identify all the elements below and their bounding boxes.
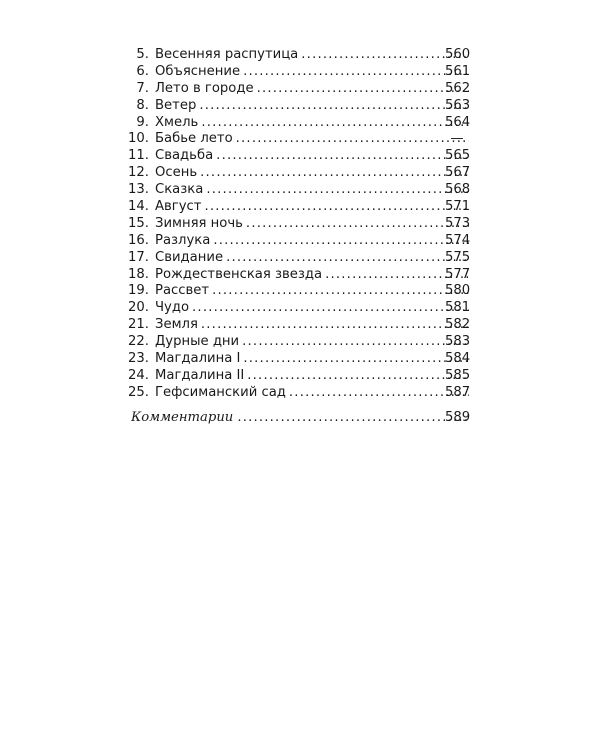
leader-dots — [237, 409, 469, 426]
leader-dots — [236, 131, 469, 148]
toc-entry-number: 21. — [128, 317, 149, 333]
toc-entry-number: 8. — [136, 97, 149, 113]
toc-entry-page: 582 — [445, 317, 471, 333]
toc-entry-8 — [0, 98, 600, 115]
table-of-contents — [0, 47, 600, 402]
toc-entry-15 — [0, 216, 600, 233]
toc-entry-title: Бабье лето — [155, 131, 233, 147]
toc-entry-number: 14. — [128, 199, 149, 215]
toc-entry-page: 560 — [445, 47, 471, 62]
toc-entry-number: 5. — [136, 47, 149, 62]
toc-entry-title: Свадьба — [155, 148, 214, 164]
toc-entry-page: 587 — [445, 384, 471, 400]
leader-dots — [192, 300, 469, 317]
leader-dots — [201, 115, 469, 132]
toc-entry-title: Разлука — [155, 232, 211, 248]
toc-entry-title: Хмель — [155, 114, 199, 130]
toc-entry-25 — [0, 385, 600, 402]
leader-dots — [242, 334, 469, 351]
leader-dots — [213, 233, 469, 250]
toc-entry-page: 561 — [445, 63, 471, 79]
toc-entry-page: 571 — [445, 199, 471, 215]
toc-entry-10 — [0, 131, 600, 148]
toc-entry-page: 563 — [445, 97, 471, 113]
toc-entry-6 — [0, 64, 600, 81]
toc-entry-number: 20. — [128, 300, 149, 316]
leader-dots — [199, 98, 469, 115]
toc-entry-page: 584 — [445, 351, 471, 367]
toc-entry-number: 18. — [128, 266, 149, 282]
leader-dots — [216, 148, 469, 165]
leader-dots — [246, 216, 469, 233]
toc-entry-title: Земля — [155, 317, 198, 333]
toc-entry-21 — [0, 317, 600, 334]
toc-entry-9 — [0, 115, 600, 132]
toc-entry-11 — [0, 148, 600, 165]
toc-entry-page: 574 — [445, 232, 471, 248]
toc-entry-page: 562 — [445, 80, 471, 96]
toc-entry-title: Чудо — [155, 300, 190, 316]
toc-entry-number: 12. — [128, 165, 149, 181]
toc-entry-19 — [0, 283, 600, 300]
leader-dots — [206, 182, 469, 199]
toc-entry-page: — — [450, 131, 464, 147]
leader-dots — [226, 250, 469, 267]
toc-entry-number: 23. — [128, 351, 149, 367]
toc-entry-number: 15. — [128, 215, 149, 231]
toc-entry-number: 19. — [128, 283, 149, 299]
toc-entry-title: Осень — [155, 165, 198, 181]
toc-entry-title: Магдалина I — [155, 351, 241, 367]
toc-entry-title: Лето в городе — [155, 80, 254, 96]
toc-entry-page: 565 — [445, 148, 471, 164]
leader-dots — [204, 199, 469, 216]
leader-dots — [200, 165, 469, 182]
toc-entry-title: Рождественская звезда — [155, 266, 323, 282]
toc-entry-title: Рассвет — [155, 283, 210, 299]
toc-entry-16 — [0, 233, 600, 250]
toc-entry-title: Весенняя распутица — [155, 47, 299, 62]
toc-entry-number: 7. — [136, 80, 149, 96]
toc-entry-number: 17. — [128, 249, 149, 265]
toc-entry-20 — [0, 300, 600, 317]
toc-entry-title: Свидание — [155, 249, 224, 265]
toc-entry-number: 24. — [128, 367, 149, 383]
toc-entry-24 — [0, 368, 600, 385]
toc-entry-22 — [0, 334, 600, 351]
leader-dots — [247, 368, 469, 385]
toc-entry-title: Объяснение — [155, 63, 241, 79]
toc-entry-page: 585 — [445, 367, 471, 383]
toc-entry-18 — [0, 267, 600, 284]
toc-entry-page: 577 — [445, 266, 471, 282]
toc-entry-number: 11. — [128, 148, 149, 164]
toc-entry-23 — [0, 351, 600, 368]
toc-entry-7 — [0, 81, 600, 98]
toc-entry-title: Август — [155, 199, 202, 215]
toc-entry-page: 583 — [445, 334, 471, 350]
toc-entry-number: 6. — [136, 63, 149, 79]
leader-dots — [243, 351, 469, 368]
toc-entry-comments — [0, 409, 600, 426]
leader-dots — [289, 385, 469, 402]
toc-entry-number: 16. — [128, 232, 149, 248]
toc-entry-page: 575 — [445, 249, 471, 265]
toc-entry-title: Дурные дни — [155, 334, 240, 350]
leader-dots — [257, 81, 469, 98]
toc-entry-13 — [0, 182, 600, 199]
toc-entry-title: Комментарии — [131, 410, 234, 425]
toc-entry-12 — [0, 165, 600, 182]
toc-entry-title: Сказка — [155, 182, 204, 198]
toc-entry-title: Ветер — [155, 97, 197, 113]
toc-entry-page: 589 — [445, 410, 471, 425]
toc-entry-5 — [0, 47, 600, 64]
toc-entry-page: 581 — [445, 300, 471, 316]
toc-entry-17 — [0, 250, 600, 267]
leader-dots — [243, 64, 469, 81]
toc-entry-number: 9. — [136, 114, 149, 130]
toc-entry-page: 580 — [445, 283, 471, 299]
toc-entry-page: 564 — [445, 114, 471, 130]
toc-entry-14 — [0, 199, 600, 216]
toc-entry-title: Магдалина II — [155, 367, 245, 383]
toc-entry-number: 10. — [128, 131, 149, 147]
toc-entry-number: 25. — [128, 384, 149, 400]
toc-entry-title: Зимняя ночь — [155, 215, 243, 231]
toc-entry-number: 13. — [128, 182, 149, 198]
leader-dots — [201, 317, 469, 334]
leader-dots — [212, 283, 469, 300]
toc-entry-number: 22. — [128, 334, 149, 350]
toc-entry-page: 568 — [445, 182, 471, 198]
toc-entry-title: Гефсиманский сад — [155, 384, 286, 400]
toc-entry-page: 573 — [445, 215, 471, 231]
toc-entry-page: 567 — [445, 165, 471, 181]
leader-dots — [301, 47, 469, 64]
